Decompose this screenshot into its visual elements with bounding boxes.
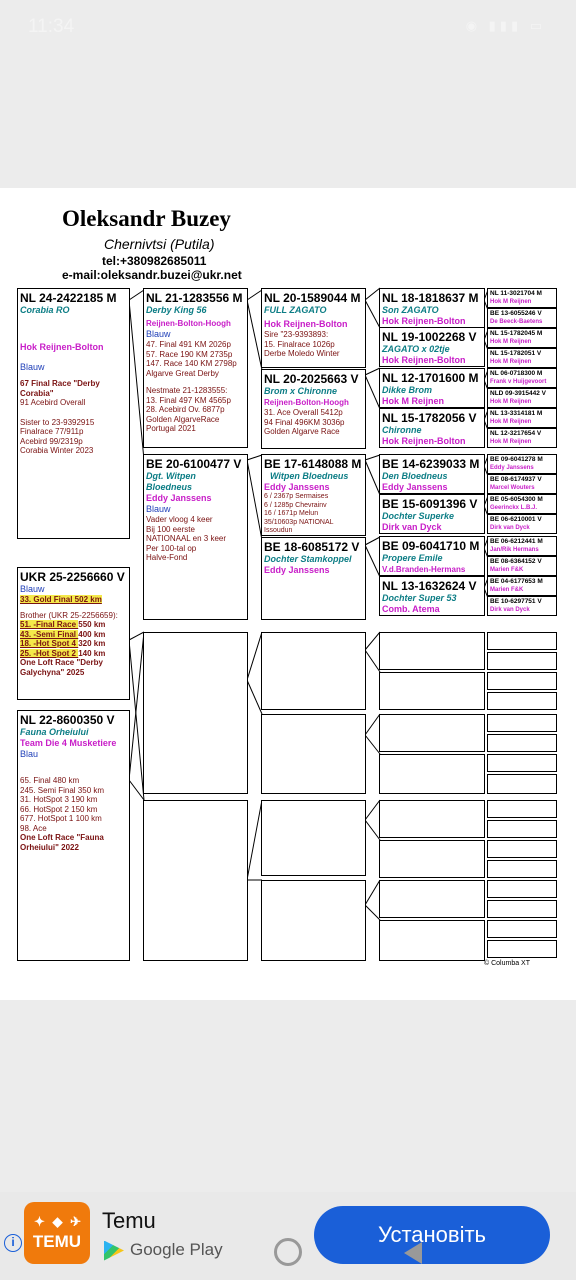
gen5-owner: Hok M Reijnen xyxy=(490,299,532,305)
gen5-owner: Hok M Reijnen xyxy=(490,439,532,445)
gen3-sd-ring: NL 20-2025663 V xyxy=(264,372,359,386)
pedigree-gen5-bird xyxy=(487,388,557,408)
sire-brother-race: Galychyna" 2025 xyxy=(20,667,85,677)
dam-result: 31. HotSpot 3 190 km xyxy=(20,795,98,804)
main-sister-result: Corabia Winter 2023 xyxy=(20,446,94,455)
gen4-ring: BE 15-6091396 V xyxy=(382,497,478,511)
dam-result: 245. Semi Final 350 km xyxy=(20,785,105,795)
gen5-ring: BE 06-6210001 V xyxy=(490,516,542,523)
empty-pedigree-box xyxy=(487,820,557,838)
empty-pedigree-box xyxy=(261,714,366,794)
ad-brand-name[interactable]: Temu xyxy=(102,1208,156,1233)
gen3-dd-owner: Eddy Janssens xyxy=(264,565,330,575)
gen4-ring: BE 14-6239033 M xyxy=(382,457,480,471)
gen4-name: Son ZAGATO xyxy=(382,305,439,315)
empty-pedigree-box xyxy=(379,880,485,918)
pedigree-gen2-sire xyxy=(143,288,248,448)
empty-pedigree-box xyxy=(379,714,485,752)
gen3-dd-name: Dochter Stamkoppel xyxy=(264,554,352,564)
sire-color: Blauw xyxy=(20,584,45,594)
pedigree-gen4-bird xyxy=(379,494,485,534)
gen4-name: Dochter Superke xyxy=(382,511,455,521)
sire-brother-distance: 550 km xyxy=(78,620,106,629)
gen3-ds-owner: Eddy Janssens xyxy=(264,482,330,492)
dam-ring-number: NL 22-8600350 V xyxy=(20,713,115,727)
gen2-sire-nestmate: Nestmate 21-1283555: xyxy=(146,386,228,395)
gen4-owner: Hok Reijnen-Bolton xyxy=(382,355,466,365)
empty-pedigree-box xyxy=(379,672,485,710)
gen5-owner: Marien F&K xyxy=(490,567,524,573)
empty-pedigree-box xyxy=(487,632,557,650)
gen2-dam-name: Dgt. Witpen xyxy=(146,471,196,481)
gen4-owner: Hok Reijnen-Bolton xyxy=(382,316,466,326)
empty-pedigree-box xyxy=(379,840,485,878)
gen2-dam-owner: Eddy Janssens xyxy=(146,493,212,503)
pedigree-gen2-dam xyxy=(143,454,248,620)
gen3-sd-note: Golden Algarve Race xyxy=(264,427,340,436)
gen4-name: Propere Emile xyxy=(382,553,443,563)
empty-pedigree-box xyxy=(487,920,557,938)
empty-pedigree-box xyxy=(143,632,248,794)
empty-pedigree-box xyxy=(487,714,557,732)
gen2-sire-result: Portugal 2021 xyxy=(146,424,196,433)
main-sister: Sister to 23-9392915 xyxy=(20,417,95,427)
gen2-sire-owner: Reijnen-Bolton-Hoogh xyxy=(146,319,231,328)
dam-race: One Loft Race "Fauna xyxy=(20,833,104,842)
gen4-name: Dikke Brom xyxy=(382,385,433,395)
gen5-ring: BE 05-6054300 M xyxy=(490,496,543,503)
gen2-dam-note: Vader vloog 4 keer xyxy=(146,515,213,524)
gen2-dam-note: NATIONAAL en 3 keer xyxy=(146,534,227,543)
gen5-owner: De Beeck-Baetens xyxy=(490,319,543,325)
gen3-ss-note: Derbe Moledo Winter xyxy=(264,349,340,358)
gen5-owner: Hok M Reijnen xyxy=(490,419,532,425)
pedigree-gen5-bird xyxy=(487,328,557,348)
gen2-sire-result: 28. Acebird Ov. 6877p xyxy=(146,405,225,414)
gen5-owner: Hok M Reijnen xyxy=(490,399,532,405)
gen4-owner: Hok Reijnen-Bolton xyxy=(382,436,466,446)
gen3-dd-ring: BE 18-6085172 V xyxy=(264,540,360,554)
empty-pedigree-box xyxy=(487,800,557,818)
pedigree-gen3-sd xyxy=(261,369,366,449)
navigation-bar xyxy=(0,1238,576,1268)
gen4-ring: BE 09-6041710 M xyxy=(382,539,480,553)
pedigree-dam xyxy=(17,710,130,961)
empty-pedigree-box xyxy=(379,920,485,961)
gen3-ds-result: 6 / 1285p Chevrainv xyxy=(264,501,327,509)
dam-result: 98. Ace xyxy=(20,823,47,833)
pedigree-gen4-bird xyxy=(379,327,485,367)
gen5-ring: BE 08-6174937 V xyxy=(490,476,542,483)
gen2-sire-name: Derby King 56 xyxy=(146,305,207,315)
pedigree-gen5-bird xyxy=(487,408,557,428)
gen4-name: Chironne xyxy=(382,425,422,435)
gen5-ring: NL 15-1782045 M xyxy=(490,330,543,337)
breeder-location: Chernivtsi (Putila) xyxy=(104,236,215,252)
gen2-dam-name: Bloedneus xyxy=(146,482,193,492)
sire-ring-number: UKR 25-2256660 V xyxy=(20,570,125,584)
temu-logo-text: TEMU xyxy=(32,1232,82,1251)
gen4-ring: NL 15-1782056 V xyxy=(382,411,477,425)
pedigree-gen5-bird xyxy=(487,288,557,308)
gen5-owner: Dirk van Dyck xyxy=(490,607,530,613)
gen5-ring: NLD 09-3915442 V xyxy=(490,390,547,397)
gen4-name: Den Bloedneus xyxy=(382,471,448,481)
gen4-ring: NL 19-1002268 V xyxy=(382,330,477,344)
gen5-ring: BE 10-6297751 V xyxy=(490,598,542,605)
pedigree-gen4-bird xyxy=(379,408,485,448)
empty-pedigree-box xyxy=(487,734,557,752)
empty-pedigree-box xyxy=(487,672,557,690)
status-time: 11:34 xyxy=(28,16,75,37)
pedigree-gen5-bird xyxy=(487,308,557,328)
gen5-owner: Marien F&K xyxy=(490,587,524,593)
gen5-owner: Eddy Janssens xyxy=(490,465,534,471)
sire-brother-result: 25. -Hot Spot 2 xyxy=(20,648,79,658)
dam-result: 677. HotSpot 1 100 km xyxy=(20,814,102,823)
pedigree-gen5-bird xyxy=(487,556,557,576)
main-result: Corabia" xyxy=(20,388,54,398)
gen2-dam-note: Bij 100 eerste xyxy=(146,524,195,534)
gen5-ring: NL 15-1782051 V xyxy=(490,350,542,357)
empty-pedigree-box xyxy=(487,692,557,710)
gen3-ss-name: FULL ZAGATO xyxy=(264,305,327,315)
gen2-sire-result: 57. Race 190 KM 2735p xyxy=(146,349,233,359)
gen5-owner: Hok M Reijnen xyxy=(490,359,532,365)
main-bird-name: Corabia RO xyxy=(20,305,70,315)
empty-pedigree-box xyxy=(487,880,557,898)
sire-brother-distance: 140 km xyxy=(78,648,106,658)
empty-pedigree-box xyxy=(487,860,557,878)
gen3-ds-result: 16 / 1671p Melun xyxy=(264,510,319,517)
dam-bird-name: Fauna Orheiului xyxy=(20,727,89,737)
status-bar xyxy=(0,0,576,56)
gen2-sire-result: 47. Final 491 KM 2026p xyxy=(146,340,231,349)
pedigree-sire xyxy=(17,567,130,700)
dam-race: Orheiului" 2022 xyxy=(20,842,79,852)
gen2-sire-result: Algarve Great Derby xyxy=(146,368,219,378)
gen3-ds-result: Issoudun xyxy=(264,527,293,534)
pedigree-gen5-bird xyxy=(487,428,557,448)
dam-owner: Team Die 4 Musketiere xyxy=(20,738,117,748)
breeder-phone: tel:+380982685011 xyxy=(102,254,207,268)
empty-pedigree-box xyxy=(487,774,557,794)
gen3-ss-owner: Hok Reijnen-Bolton xyxy=(264,319,348,329)
sire-brother-distance: 320 km xyxy=(78,639,106,648)
gen4-owner: V.d.Branden-Hermans xyxy=(382,565,466,574)
gen2-dam-note: Per 100-tal op xyxy=(146,543,197,553)
pedigree-gen3-ss xyxy=(261,288,366,368)
gen4-name: ZAGATO x 02tje xyxy=(382,344,450,354)
sire-brother: Brother (UKR 25-2256659): xyxy=(20,610,118,620)
sire-brother-distance: 400 km xyxy=(78,629,106,639)
pedigree-gen5-bird xyxy=(487,474,557,494)
gen5-owner: Jan/Rik Hermans xyxy=(490,547,539,553)
main-color: Blauw xyxy=(20,362,45,372)
pedigree-gen4-bird xyxy=(379,368,485,408)
gen3-ds-result: 35/10603p NATIONAL xyxy=(264,518,334,526)
gen2-sire-result: 147. Race 140 KM 2798p xyxy=(146,359,237,368)
install-button[interactable]: Установіть xyxy=(314,1206,550,1264)
gen5-ring: BE 09-6041278 M xyxy=(490,456,543,463)
pedigree-main-bird xyxy=(17,288,130,539)
empty-pedigree-box xyxy=(379,632,485,670)
sire-result-highlight: 33. Gold Final 502 km xyxy=(20,595,102,604)
pedigree-gen4-bird xyxy=(379,454,485,494)
main-sister-result: Acebird 99/2319p xyxy=(20,436,83,446)
sire-brother-result: 43. -Semi Final xyxy=(20,629,79,639)
temu-logo-glyph-icon: ✦ ◆ ✈ xyxy=(34,1214,84,1229)
main-result: 67 Final Race "Derby xyxy=(20,379,100,388)
pedigree-gen5-bird xyxy=(487,494,557,514)
pedigree-gen4-bird xyxy=(379,288,485,328)
gen3-sd-note: 94 Final 496KM 3036p xyxy=(264,417,345,427)
pedigree-gen5-bird xyxy=(487,454,557,474)
gen5-ring: BE 08-6364152 V xyxy=(490,558,542,565)
gen3-ds-ring: BE 17-6148088 M xyxy=(264,457,362,471)
gen5-ring: NL 13-3314181 M xyxy=(490,410,543,417)
gen4-owner: Dirk van Dyck xyxy=(382,522,442,532)
sire-brother-result: 18. -Hot Spot 4 xyxy=(20,639,79,648)
pedigree-gen5-bird xyxy=(487,596,557,616)
empty-pedigree-box xyxy=(261,632,366,710)
pedigree-gen4-bird xyxy=(379,576,485,616)
main-owner: Hok Reijnen-Bolton xyxy=(20,342,104,352)
gen3-ss-note: Sire "23-9393893: xyxy=(264,330,329,339)
empty-pedigree-box xyxy=(487,754,557,772)
empty-pedigree-box xyxy=(487,840,557,858)
empty-pedigree-box xyxy=(487,900,557,918)
gen2-sire-result: 13. Final 497 KM 4565p xyxy=(146,395,231,405)
status-icons: ◉ ▮▮▮ ▭ xyxy=(465,18,546,33)
gen5-ring: BE 04-6177653 M xyxy=(490,578,543,585)
gen2-dam-note: Halve-Fond xyxy=(146,553,188,562)
gen5-owner: Frank v Huijgevoort xyxy=(490,379,547,385)
back-button-icon[interactable] xyxy=(404,1242,422,1264)
pedigree-gen4-bird xyxy=(379,536,485,576)
gen2-sire-result: Golden AlgarveRace xyxy=(146,414,220,424)
empty-pedigree-box xyxy=(487,940,557,958)
pedigree-gen3-dd xyxy=(261,537,366,620)
gen5-owner: Geerinckx L.B.J. xyxy=(490,505,538,511)
home-button-icon[interactable] xyxy=(274,1238,302,1266)
gen4-owner: Hok M Reijnen xyxy=(382,396,445,406)
gen4-owner: Eddy Janssens xyxy=(382,482,448,492)
empty-pedigree-box xyxy=(379,800,485,838)
gen2-dam-ring: BE 20-6100477 V xyxy=(146,457,242,471)
dam-color: Blau xyxy=(20,749,39,759)
breeder-email: e-mail:oleksandr.buzei@ukr.net xyxy=(62,268,242,282)
sire-brother-result: 51. -Final Race xyxy=(20,620,79,629)
gen5-ring: BE 06-6212441 M xyxy=(490,538,543,545)
copyright-note: © Columba XT xyxy=(484,960,531,967)
empty-pedigree-box xyxy=(261,880,366,961)
gen5-ring: NL 12-3217654 V xyxy=(490,430,542,437)
gen3-ss-note: 15. Finalrace 1026p xyxy=(264,339,335,349)
gen5-ring: NL 11-3021704 M xyxy=(490,290,542,297)
main-ring-number: NL 24-2422185 M xyxy=(20,291,117,305)
dam-result: 65. Final 480 km xyxy=(20,776,80,785)
gen3-ds-name: Witpen Bloedneus xyxy=(270,471,349,481)
gen3-ss-ring: NL 20-1589044 M xyxy=(264,291,361,305)
pedigree-gen5-bird xyxy=(487,576,557,596)
ad-info-icon[interactable]: i xyxy=(4,1234,22,1252)
pedigree-gen5-bird xyxy=(487,368,557,388)
store-label: Google Play xyxy=(130,1240,223,1259)
dam-result: 66. HotSpot 2 150 km xyxy=(20,804,98,814)
gen2-dam-color: Blauw xyxy=(146,504,171,514)
empty-pedigree-box xyxy=(379,754,485,794)
empty-pedigree-box xyxy=(261,800,366,876)
breeder-name: Oleksandr Buzey xyxy=(62,206,231,231)
gen5-ring: NL 06-0718300 M xyxy=(490,370,543,377)
sire-brother-race: One Loft Race "Derby xyxy=(20,658,103,667)
empty-pedigree-box xyxy=(487,652,557,670)
pedigree-gen3-ds xyxy=(261,454,366,536)
gen5-ring: BE 13-6055246 V xyxy=(490,310,542,317)
gen4-ring: NL 12-1701600 M xyxy=(382,371,479,385)
gen3-sd-owner: Reijnen-Bolton-Hoogh xyxy=(264,398,349,407)
pedigree-gen5-bird xyxy=(487,536,557,556)
gen4-ring: NL 13-1632624 V xyxy=(382,579,477,593)
main-result: 91 Acebird Overall xyxy=(20,398,86,407)
pedigree-gen5-bird xyxy=(487,348,557,368)
gen4-owner: Comb. Atema xyxy=(382,604,440,614)
pedigree-gen5-bird xyxy=(487,514,557,534)
gen3-sd-name: Brom x Chironne xyxy=(264,386,338,396)
gen5-owner: Marcel Wouters xyxy=(490,485,535,491)
gen2-sire-ring: NL 21-1283556 M xyxy=(146,291,243,305)
gen5-owner: Dirk van Dyck xyxy=(490,525,530,531)
gen5-owner: Hok M Reijnen xyxy=(490,339,532,345)
empty-pedigree-box xyxy=(143,800,248,961)
main-sister-result: Finalrace 77/911p xyxy=(20,427,84,436)
gen3-sd-note: 31. Ace Overall 5412p xyxy=(264,408,343,417)
gen4-name: Dochter Super 53 xyxy=(382,593,457,603)
gen4-ring: NL 18-1818637 M xyxy=(382,291,479,305)
gen2-sire-color: Blauw xyxy=(146,329,171,339)
gen3-ds-result: 6 / 2367p Sermaises xyxy=(264,493,329,500)
